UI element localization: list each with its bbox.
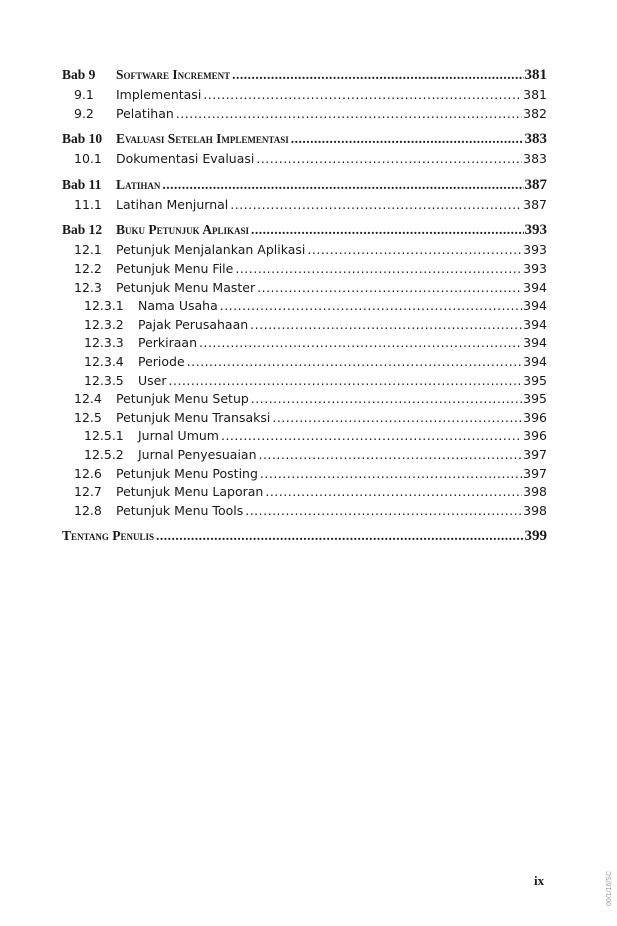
toc-entry-title: Latihan [116,176,161,192]
toc-entry-number: 12.3.2 [84,316,124,332]
toc-chapter-entry[interactable] [62,218,547,241]
toc-entry-title: Petunjuk Menu Transaksi [116,409,271,425]
toc-entry-number: 12.3.5 [84,372,124,388]
toc-section-entry[interactable] [62,196,547,215]
toc-entry-page: 393 [523,242,547,258]
toc-entry-title: Petunjuk Menu Setup [116,391,249,407]
toc-entry-number: 12.2 [74,260,102,276]
toc-section-entry[interactable] [62,446,547,465]
toc-entry-page: 395 [523,372,547,388]
dot-leader [203,86,522,105]
toc-entry-title: Dokumentasi Evaluasi [116,151,255,167]
toc-entry-number: 12.7 [74,484,102,500]
toc-entry-page: 394 [523,316,547,332]
dot-leader [251,218,523,241]
toc-entry-number: 12.3 [74,279,102,295]
toc-entry-title: Pelatihan [116,105,174,121]
toc-entry-number: Bab 11 [62,176,102,192]
toc-entry-title: Implementasi [116,87,202,102]
toc-entry-number: 10.1 [74,151,102,167]
toc-entry-title: Jurnal Umum [138,428,219,444]
toc-entry-page: 398 [523,502,547,518]
page-number: ix [534,873,545,888]
toc-section-entry[interactable] [62,427,547,446]
dot-leader [232,63,523,86]
toc-section-entry[interactable] [62,105,547,124]
toc-entry-page: 383 [524,131,547,148]
toc-entry-number: 9.2 [74,105,94,121]
toc-section-entry[interactable] [62,297,547,316]
toc-section-entry[interactable] [62,150,547,169]
toc-entry-title: Petunjuk Menu Master [116,279,256,295]
toc-section-entry[interactable] [62,260,547,279]
toc-entry-title: Pajak Perusahaan [138,316,249,332]
toc-entry-page: 394 [523,279,547,295]
toc-chapter-entry[interactable] [62,63,547,86]
toc-entry-page: 393 [524,222,547,239]
dot-leader [256,150,522,169]
toc-entry-title: Petunjuk Menu Posting [116,465,258,481]
toc-entry-page: 399 [524,528,547,545]
toc-section-entry[interactable] [62,241,547,260]
dot-leader [199,334,522,353]
toc-entry-number: 12.5 [74,409,102,425]
toc-entry-title: Software Increment [116,67,231,82]
toc-chapter-entry[interactable] [62,524,547,547]
toc-entry-number: 12.3.3 [84,335,124,351]
toc-section-entry[interactable] [62,86,547,105]
dot-leader [307,241,522,260]
dot-leader [230,196,522,215]
toc-section-entry[interactable] [62,465,547,484]
dot-leader [162,173,523,196]
print-code: 00/1/16/SC [606,870,613,906]
toc-entry-page: 387 [524,176,547,193]
toc-entry-number: 11.1 [74,196,102,212]
toc-entry-page: 383 [523,151,547,167]
toc-entry-title: Buku Petunjuk Aplikasi [116,222,250,238]
dot-leader [260,465,522,484]
toc-section-entry[interactable] [62,372,547,391]
toc-entry-title: Tentang Penulis [62,528,154,544]
toc-entry-title: Petunjuk Menu Laporan [116,484,264,500]
toc-entry-page: 397 [523,465,547,481]
toc-entry-title: Jurnal Penyesuaian [138,446,257,462]
toc-entry-number: 12.1 [74,242,102,258]
toc-section-entry[interactable] [62,502,547,521]
toc-entry-number: 12.4 [74,391,102,407]
toc-entry-page: 381 [523,87,547,102]
toc-entry-title: Evaluasi Setelah Implementasi [116,131,289,147]
dot-leader [156,524,524,547]
dot-leader [250,316,522,335]
toc-entry-page: 394 [523,353,547,369]
toc-entry-number: 12.6 [74,465,102,481]
dot-leader [291,127,524,150]
toc-chapter-entry[interactable] [62,127,547,150]
toc-entry-page: 394 [523,298,547,314]
toc-entry-number: 12.8 [74,502,102,518]
dot-leader [187,353,522,372]
toc-section-entry[interactable] [62,353,547,372]
dot-leader [245,502,522,521]
toc-entry-title: Periode [138,353,185,369]
toc-entry-title: Petunjuk Menu File [116,260,234,276]
dot-leader [259,446,523,465]
dot-leader [220,297,522,316]
toc-section-entry[interactable] [62,390,547,409]
toc-section-entry[interactable] [62,409,547,428]
dot-leader [235,260,522,279]
toc-entry-number: 12.3.1 [84,298,124,314]
toc-section-entry[interactable] [62,334,547,353]
toc-entry-number: Bab 10 [62,131,103,147]
toc-chapter-entry[interactable] [62,173,547,196]
dot-leader [251,390,522,409]
toc-entry-page: 387 [523,196,547,212]
toc-entry-title: Latihan Menjurnal [116,196,229,212]
toc-entry-title: Petunjuk Menu Tools [116,502,244,518]
toc-entry-page: 393 [523,260,547,276]
toc-entry-page: 396 [523,428,547,444]
toc-entry-title: Nama Usaha [138,298,218,314]
toc-entry-page: 381 [524,67,547,83]
toc-section-entry[interactable] [62,279,547,298]
toc-entry-page: 394 [523,335,547,351]
toc-entry-number: 12.5.2 [84,446,124,462]
toc-entry-title: User [138,372,167,388]
toc-entry-page: 382 [523,105,547,121]
toc-entry-page: 396 [523,409,547,425]
toc-entry-title: Petunjuk Menjalankan Aplikasi [116,242,306,258]
toc-entry-number: Bab 12 [62,222,103,238]
toc-section-entry[interactable] [62,316,547,335]
dot-leader [221,427,522,446]
toc-entry-title: Perkiraan [138,335,198,351]
dot-leader [176,105,522,124]
toc-entry-page: 395 [523,391,547,407]
dot-leader [169,372,523,391]
toc-entry-page: 398 [523,484,547,500]
toc-entry-page: 397 [523,446,547,462]
dot-leader [257,279,522,298]
dot-leader [272,409,522,428]
toc-entry-number: 12.5.1 [84,428,124,444]
toc-section-entry[interactable] [62,483,547,502]
toc-entry-number: Bab 9 [62,67,96,82]
toc-entry-number: 12.3.4 [84,353,124,369]
table-of-contents [62,63,547,547]
toc-entry-number: 9.1 [74,87,94,102]
dot-leader [265,483,522,502]
